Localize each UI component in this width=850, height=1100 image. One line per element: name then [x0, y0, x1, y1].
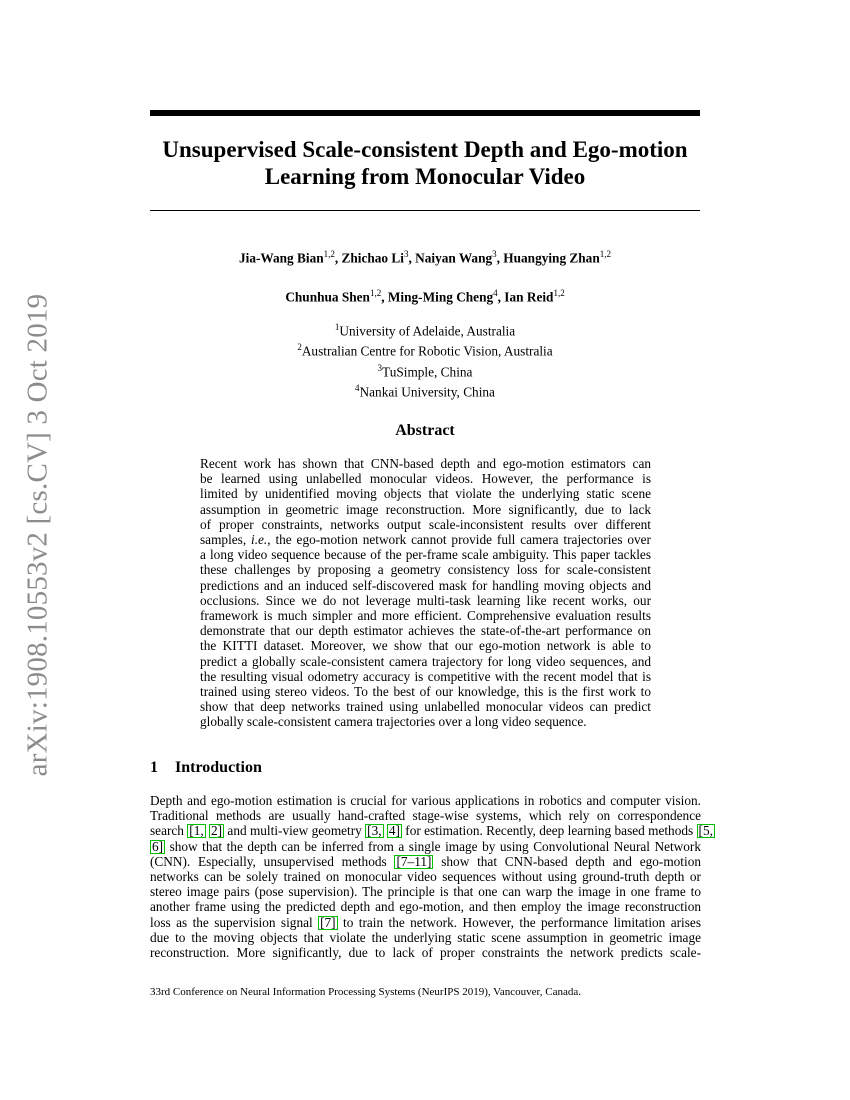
intro-line: loss as the supervision signal [7] to train the network. However, the performance limitation arises: [150, 914, 701, 930]
author-list-row-2: Chunhua Shen$^{1,2}$, Ming-Ming Cheng$^4$, Ian Reid$^{1,2}$: [285, 288, 565, 305]
intro-line: Traditional methods are usually hand-crafted stage-wise systems, which rely on correspondence: [150, 808, 701, 824]
abstract-line: Recent work has shown that CNN-based depth and ego-motion estimators can: [200, 456, 651, 471]
author-name: Ian Reid: [504, 289, 554, 305]
paper-title-line-2: Learning from Monocular Video: [264, 164, 586, 189]
intro-line: reconstruction. More significantly, due to lack of proper constraints the network predicts scale-: [150, 945, 701, 961]
citation-link[interactable]: [7–11]: [396, 853, 432, 869]
author-name: Ming-Ming Cheng: [387, 289, 494, 305]
abstract-body: [200, 456, 651, 730]
abstract-line: a long video sequence because of the per-frame scale ambiguity. This paper tackles: [200, 547, 651, 563]
citation-link[interactable]: [3,: [367, 823, 382, 839]
author-affiliation-mark: 4: [493, 288, 498, 298]
author-list-row-1: Jia-Wang Bian$^{1,2}$, Zhichao Li$^3$, Naiyan Wang$^3$, Huangying Zhan$^{1,2}$: [239, 249, 611, 266]
title-bottom-rule: [150, 210, 700, 211]
abstract-line: the resulting visual odometry accuracy is competitive with the recent model that is: [200, 668, 651, 684]
author-affiliation-mark: 1,2: [553, 288, 565, 298]
abstract-line: demonstrate that our depth estimator achieves the state-of-the-art performance on: [200, 623, 651, 639]
intro-line: stereo image pairs (pose supervision). The principle is that one can warp the image in one frame to: [150, 884, 701, 900]
section-number: 1: [150, 759, 158, 776]
conference-footnote: 33rd Conference on Neural Information Processing Systems (NeurIPS 2019), Vancouver, Canada.: [150, 986, 582, 998]
intro-line: due to the moving objects that violate the underlying static scene assumption in geometric image: [150, 929, 701, 945]
paper-title: [150, 136, 700, 190]
affiliation-item: $^2$Australian Centre for Robotic Vision, Australia: [297, 342, 553, 359]
author-name: Huangying Zhan: [503, 250, 600, 266]
citation-link[interactable]: [5,: [698, 823, 713, 839]
affiliations: [150, 319, 700, 401]
author-affiliation-mark: 1,2: [369, 288, 382, 298]
paper-title-line-1: Unsupervised Scale-consistent Depth and Ego-motion: [162, 137, 688, 162]
abstract-line: these challenges by proposing a geometry consistency loss for scale-consistent: [200, 562, 651, 578]
citation-link[interactable]: [7]: [320, 914, 336, 930]
intro-line: Depth and ego-motion estimation is crucial for various applications in robotics and computer vision.: [150, 793, 701, 808]
citation-link[interactable]: [1,: [189, 823, 204, 839]
intro-line: another frame using the predicted depth and ego-motion, and then employ the image reconstruction: [150, 899, 701, 915]
citation-link[interactable]: 4]: [388, 823, 400, 839]
author-name: Naiyan Wang: [415, 250, 493, 266]
author-affiliation-mark: 1,2: [323, 249, 335, 259]
author-name: Zhichao Li: [341, 250, 404, 266]
citation-link[interactable]: 2]: [211, 823, 223, 839]
author-affiliation-mark: 3: [403, 249, 409, 259]
abstract-line: limited by unidentified moving objects that violate the underlying static scene: [200, 486, 651, 502]
affiliation-item: $^4$Nankai University, China: [355, 383, 495, 400]
abstract-line: be learned using unlabelled monocular videos. However, the performance is: [200, 471, 651, 487]
abstract-line: framework is much simpler and more efficient. Comprehensive evaluation results: [200, 608, 651, 624]
author-name: Chunhua Shen: [285, 289, 370, 305]
author-name: Jia-Wang Bian: [239, 250, 324, 266]
title-top-rule: [150, 110, 700, 116]
affiliation-item: $^1$University of Adelaide, Australia: [334, 322, 516, 339]
intro-line: search [1, 2] and multi-view geometry [3, 4] for estimation. Recently, deep learning based methods [5,: [150, 823, 713, 839]
author-affiliation-mark: 3: [492, 249, 497, 259]
abstract-line: the KITTI dataset. Moreover, we show that our ego-motion network is able to: [200, 638, 651, 654]
arxiv-identifier-stamp: arXiv:1908.10553v2 [cs.CV] 3 Oct 2019: [21, 293, 54, 777]
introduction-body: [150, 793, 713, 961]
abstract-line: predictions and an induced self-discovered mask for handling moving objects and: [200, 577, 651, 593]
citation-link[interactable]: 6]: [152, 838, 164, 854]
abstract-line: globally scale-consistent camera trajectories over a long video sequence.: [200, 714, 587, 730]
abstract-heading: Abstract: [395, 422, 455, 439]
intro-line: (CNN). Especially, unsupervised methods [7–11] show that CNN-based depth and ego-motion: [150, 853, 701, 869]
abstract-line: samples, i.e., the ego-motion network cannot provide full camera trajectories over: [200, 532, 651, 548]
section-title: Introduction: [175, 759, 262, 776]
abstract-line: of proper constraints, networks output scale-inconsistent results over different: [200, 516, 651, 532]
abstract-line: show that deep networks trained using unlabelled monocular videos can predict: [200, 699, 651, 715]
author-affiliation-mark: 1,2: [599, 249, 611, 259]
section-heading-introduction: [150, 759, 262, 777]
abstract-line: predict a globally scale-consistent camera trajectory for long video sequences, and: [200, 653, 651, 669]
affiliation-item: $^3$TuSimple, China: [377, 362, 473, 380]
abstract-line: assumption in geometric image reconstruction. More significantly, due to lack: [200, 501, 651, 517]
intro-line: 6] show that the depth can be inferred from a single image by using Convolutional Neural Network: [152, 838, 701, 854]
abstract-line: occlusions. Since we do not leverage multi-task learning like recent works, our: [200, 592, 651, 608]
intro-line: networks can be solely trained on monocular video sequences without using ground-truth depth or: [150, 869, 701, 885]
abstract-line: trained using stereo videos. To the best of our knowledge, this is the first work to: [200, 684, 651, 700]
